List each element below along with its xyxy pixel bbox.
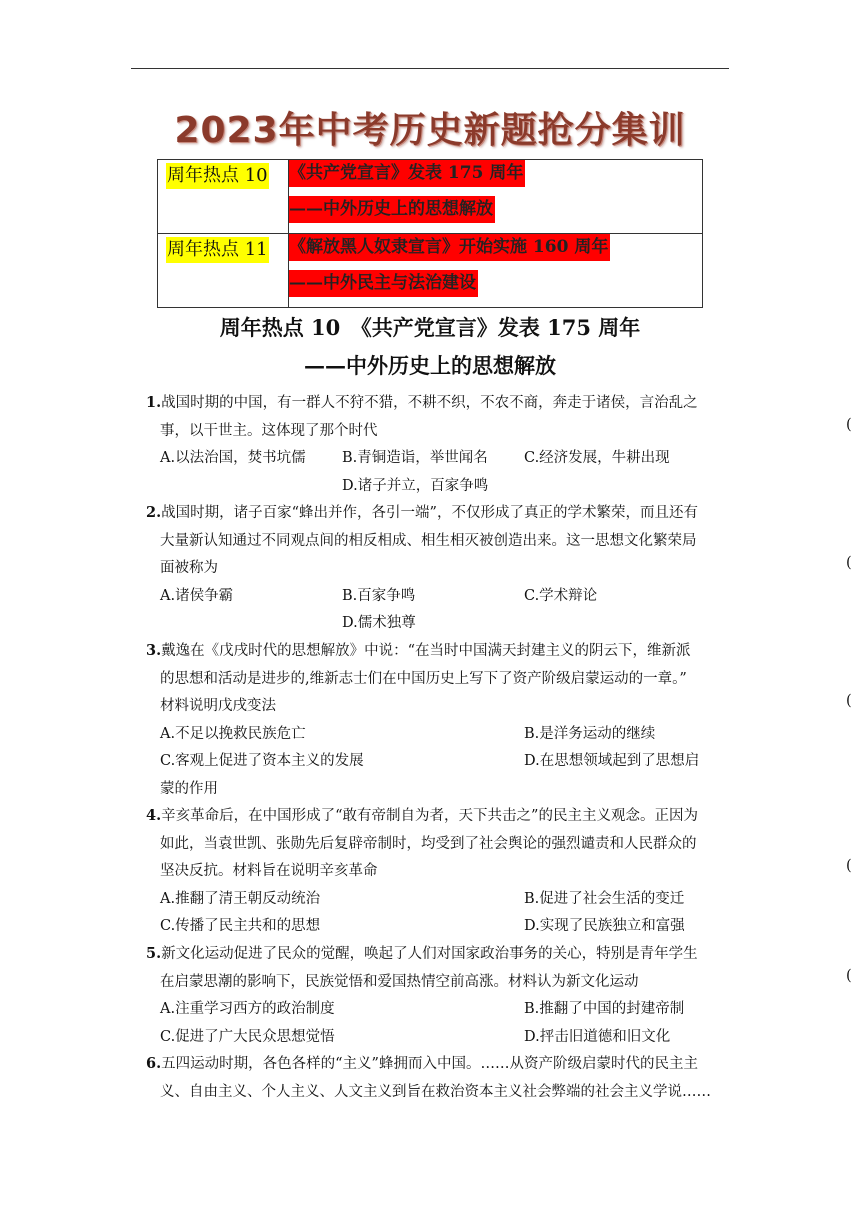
option-c[interactable]: C.学术辩论 (524, 587, 598, 604)
topic-title: 《解放黑人奴隶宣言》开始实施 160 周年 (289, 234, 610, 261)
question-6 (146, 1050, 716, 1106)
question-text: 义、自由主义、个人主义、人文主义到旨在救治资本主义社会弊端的社会主义学说…… (160, 1083, 711, 1100)
question-number: 2. (146, 504, 162, 521)
option-a[interactable]: A.诸侯争霸 (160, 587, 234, 604)
option-d[interactable]: D.在思想领域起到了思想启 (524, 753, 700, 769)
option-b[interactable]: B.青铜造诣，举世闻名 (342, 450, 488, 466)
hot-topics-table (157, 159, 703, 308)
option-d[interactable]: D.实现了民族独立和富强 (524, 918, 685, 934)
question-number: 6. (146, 1055, 162, 1072)
question-text: 面被称为 (160, 560, 218, 576)
answer-paren: ( (846, 858, 852, 874)
option-d[interactable]: D.儒术独尊 (342, 615, 416, 631)
question-number: 1. (146, 394, 162, 411)
table-row (158, 160, 703, 234)
topic-subtitle: ——中外历史上的思想解放 (289, 196, 495, 223)
question-text: 战国时期，诸子百家“蜂出并作，各引一端”，不仅形成了真正的学术繁荣，而且还有 (161, 505, 698, 521)
option-b[interactable]: B.推翻了中国的封建帝制 (524, 1001, 685, 1017)
topic-subtitle: ——中外民主与法治建设 (289, 270, 478, 297)
question-5 (146, 940, 716, 1051)
option-c[interactable]: C.传播了民主共和的思想 (160, 918, 321, 934)
option-c[interactable]: C.促进了广大民众思想觉悟 (160, 1028, 335, 1045)
header-rule (131, 68, 729, 69)
question-2 (146, 499, 716, 638)
option-a[interactable]: A.推翻了清王朝反动统治 (160, 890, 321, 907)
table-row (158, 234, 703, 308)
question-4 (146, 802, 716, 941)
question-text: 材料说明戊戌变法 (160, 698, 276, 714)
option-d[interactable]: D.抨击旧道德和旧文化 (524, 1028, 671, 1045)
option-c[interactable]: C.经济发展，牛耕出现 (524, 450, 670, 466)
answer-paren: ( (846, 417, 852, 433)
section-subtitle: ——中外历史上的思想解放 (304, 353, 556, 378)
option-d-continued: 蒙的作用 (160, 780, 218, 797)
option-a[interactable]: A.以法治国，焚书坑儒 (160, 450, 306, 466)
option-c[interactable]: C.客观上促进了资本主义的发展 (160, 753, 364, 769)
question-1 (146, 389, 716, 500)
question-text: 大量新认知通过不同观点间的相反相成、相生相灭被创造出来。这一思想文化繁荣局 (160, 532, 697, 549)
question-number: 3. (146, 642, 162, 659)
main-title: 2023年中考历史新题抢分集训 (174, 110, 686, 151)
question-text: 在启蒙思潮的影响下，民族觉悟和爱国热情空前高涨。材料认为新文化运动 (160, 973, 639, 990)
topic-label: 周年热点 10 (166, 163, 269, 189)
question-number: 4. (146, 807, 162, 824)
option-a[interactable]: A.不足以挽救民族危亡 (160, 725, 306, 742)
option-b[interactable]: B.是洋务运动的继续 (524, 725, 656, 742)
answer-paren: ( (846, 693, 852, 709)
option-b[interactable]: B.百家争鸣 (342, 587, 416, 604)
question-text: 如此，当袁世凯、张勋先后复辟帝制时，均受到了社会舆论的强烈谴责和人民群众的 (160, 835, 697, 852)
option-a[interactable]: A.注重学习西方的政治制度 (160, 1001, 335, 1017)
question-text: 戴逸在《戊戌时代的思想解放》中说：“在当时中国满天封建主义的阴云下，维新派 (161, 643, 691, 659)
option-d[interactable]: D.诸子并立，百家争鸣 (342, 477, 489, 494)
question-text: 五四运动时期，各色各样的“主义”蜂拥而入中国。……从资产阶级启蒙时代的民主主 (161, 1056, 698, 1072)
question-text: 的思想和活动是进步的,维新志士们在中国历史上写下了资产阶级启蒙运动的一章。” (160, 670, 687, 687)
topic-label: 周年热点 11 (166, 237, 269, 263)
answer-paren: ( (846, 555, 852, 571)
question-text: 新文化运动促进了民众的觉醒，唤起了人们对国家政治事务的关心，特别是青年学生 (161, 946, 698, 962)
question-text: 战国时期的中国，有一群人不狩不猎，不耕不织，不农不商，奔走于诸侯，言治乱之 (161, 395, 698, 411)
question-text: 辛亥革命后，在中国形成了“敢有帝制自为者，天下共击之”的民主主义观念。正因为 (161, 808, 698, 824)
option-b[interactable]: B.促进了社会生活的变迁 (524, 890, 685, 907)
section-title: 周年热点 10 《共产党宣言》发表 175 周年 (219, 315, 641, 340)
question-text: 事，以干世主。这体现了那个时代 (160, 422, 378, 439)
answer-paren: ( (846, 968, 852, 984)
question-number: 5. (146, 945, 162, 962)
topic-title: 《共产党宣言》发表 175 周年 (289, 160, 525, 187)
question-text: 坚决反抗。材料旨在说明辛亥革命 (160, 863, 378, 879)
question-3 (146, 637, 716, 803)
